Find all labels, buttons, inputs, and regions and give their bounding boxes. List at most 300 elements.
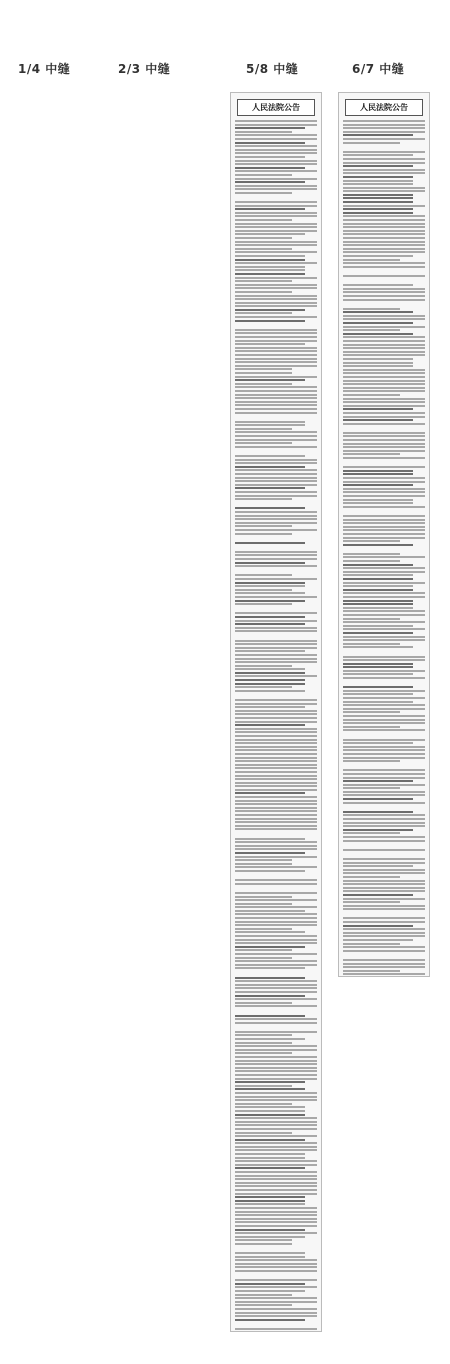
text-line: [235, 939, 317, 941]
text-line: [235, 1214, 317, 1216]
text-line: [235, 415, 317, 419]
text-line: [235, 1294, 292, 1296]
text-line: [343, 677, 425, 679]
text-line: [235, 654, 317, 656]
text-line: [235, 1171, 317, 1173]
text-line: [343, 372, 425, 374]
text-line: [235, 1319, 305, 1321]
text-line: [343, 219, 425, 221]
text-line: [235, 469, 317, 471]
text-line: [343, 805, 425, 809]
text-line: [235, 1193, 317, 1195]
text-line: [235, 269, 305, 271]
text-line: [235, 1018, 317, 1020]
text-line: [343, 722, 425, 724]
text-line: [343, 466, 425, 468]
text-line: [235, 764, 317, 766]
text-line: [235, 899, 317, 901]
text-line: [235, 859, 292, 861]
text-line: [235, 825, 317, 827]
text-line: [235, 195, 317, 199]
text-line: [235, 1232, 317, 1234]
text-line: [235, 913, 317, 915]
text-line: [343, 419, 413, 421]
text-line: [235, 1142, 317, 1144]
text-line: [343, 832, 400, 834]
text-line: [235, 1114, 305, 1116]
text-line: [235, 630, 317, 632]
text-line: [343, 932, 425, 934]
text-line: [235, 1252, 305, 1254]
text-line: [235, 607, 317, 611]
text-line: [343, 571, 425, 573]
label-quarter: 1/4 中缝: [18, 62, 71, 76]
text-line: [343, 190, 425, 192]
text-line: [235, 1185, 317, 1187]
text-line: [343, 656, 425, 658]
text-line: [235, 856, 317, 858]
text-line: [235, 208, 305, 210]
text-line: [235, 612, 317, 614]
text-line: [235, 742, 317, 744]
text-line: [343, 251, 425, 253]
text-line: [235, 1247, 317, 1251]
text-line: [235, 1308, 317, 1310]
text-line: [343, 311, 413, 313]
text-line: [235, 596, 317, 598]
text-line: [235, 1099, 317, 1101]
text-line: [235, 1132, 292, 1134]
text-line: [235, 412, 317, 414]
text-line: [235, 244, 317, 246]
text-line: [235, 215, 317, 217]
text-line: [343, 279, 425, 283]
text-line: [343, 880, 425, 882]
text-line: [235, 163, 317, 165]
text-line: [343, 275, 425, 277]
text-line: [343, 288, 425, 290]
text-line: [343, 461, 425, 465]
text-line: [343, 165, 413, 167]
text-line: [235, 1121, 317, 1123]
text-line: [235, 525, 292, 527]
text-line: [343, 701, 413, 703]
text-line: [343, 946, 425, 948]
text-line: [235, 1042, 292, 1044]
text-line: [235, 1078, 317, 1080]
text-line: [235, 1304, 292, 1306]
text-line: [235, 870, 305, 872]
text-line: [235, 917, 317, 919]
text-line: [343, 506, 425, 508]
text-line: [235, 435, 317, 437]
text-line: [235, 1203, 305, 1205]
text-line: [235, 298, 317, 300]
label-five-eighths: 5/8 中缝: [246, 62, 299, 76]
text-line: [235, 170, 317, 172]
text-line: [343, 928, 425, 930]
court-notice-body-left: [235, 120, 317, 1332]
text-line: [343, 124, 425, 126]
text-line: [235, 706, 305, 708]
text-line: [235, 201, 317, 203]
text-line: [235, 1283, 305, 1285]
text-line: [235, 174, 292, 176]
text-line: [343, 876, 400, 878]
text-line: [343, 901, 400, 903]
text-line: [343, 925, 413, 927]
text-line: [235, 1153, 305, 1155]
text-line: [235, 1178, 317, 1180]
text-line: [343, 439, 425, 441]
text-line: [235, 262, 317, 264]
text-line: [343, 963, 425, 965]
text-line: [343, 162, 425, 164]
text-line: [343, 970, 400, 972]
text-line: [235, 1236, 305, 1238]
text-line: [235, 935, 317, 937]
text-line: [235, 739, 317, 741]
text-line: [235, 984, 317, 986]
text-line: [235, 957, 292, 959]
text-line: [343, 814, 425, 816]
text-line: [235, 1225, 317, 1227]
text-line: [343, 636, 425, 638]
text-line: [235, 627, 317, 629]
text-line: [343, 394, 400, 396]
text-line: [343, 340, 425, 342]
text-line: [343, 890, 425, 892]
text-line: [235, 953, 317, 955]
text-line: [235, 693, 317, 697]
text-line: [235, 679, 305, 681]
text-line: [235, 1259, 317, 1261]
text-line: [235, 713, 317, 715]
text-line: [235, 717, 317, 719]
text-line: [235, 1286, 317, 1288]
text-line: [343, 822, 425, 824]
text-line: [235, 312, 292, 314]
text-line: [235, 592, 305, 594]
text-line: [343, 898, 425, 900]
text-line: [343, 446, 425, 448]
text-line: [235, 1312, 317, 1314]
text-line: [343, 663, 413, 665]
text-line: [235, 386, 317, 388]
text-line: [343, 127, 425, 129]
text-line: [235, 757, 317, 759]
text-line: [343, 544, 413, 546]
text-line: [343, 390, 425, 392]
text-line: [343, 248, 425, 250]
text-line: [343, 715, 425, 717]
text-line: [235, 149, 317, 151]
text-line: [343, 244, 425, 246]
text-line: [235, 1002, 292, 1004]
text-line: [235, 582, 305, 584]
text-line: [343, 564, 413, 566]
text-line: [235, 977, 305, 979]
text-line: [235, 529, 317, 531]
text-line: [235, 942, 317, 944]
text-line: [235, 928, 292, 930]
text-line: [235, 650, 305, 652]
text-line: [235, 365, 317, 367]
text-line: [235, 749, 317, 751]
text-line: [235, 796, 317, 798]
text-line: [343, 681, 425, 685]
court-notice-body-right: [343, 120, 425, 977]
text-line: [343, 883, 425, 885]
text-line: [343, 295, 425, 297]
text-line: [343, 746, 425, 748]
text-line: [343, 912, 425, 916]
text-line: [235, 554, 317, 556]
text-line: [343, 540, 400, 542]
text-line: [343, 215, 425, 217]
text-line: [235, 964, 317, 966]
text-line: [235, 295, 317, 297]
text-line: [235, 376, 317, 378]
text-line: [343, 950, 425, 952]
text-line: [235, 1056, 317, 1058]
text-line: [235, 1243, 292, 1245]
text-line: [235, 219, 292, 221]
court-notice-title-left: 人民法院公告: [237, 99, 315, 116]
text-line: [235, 1315, 317, 1317]
text-line: [235, 127, 305, 129]
text-line: [343, 322, 413, 324]
text-line: [235, 589, 292, 591]
text-line: [235, 536, 317, 540]
text-line: [235, 803, 317, 805]
text-line: [235, 562, 305, 564]
text-line: [343, 639, 425, 641]
text-line: [235, 800, 317, 802]
text-line: [235, 1270, 317, 1272]
text-line: [343, 376, 425, 378]
text-line: [235, 284, 317, 286]
text-line: [235, 686, 292, 688]
text-line: [343, 502, 413, 504]
text-line: [343, 650, 425, 654]
text-line: [235, 1229, 305, 1231]
text-line: [235, 1074, 317, 1076]
text-line: [343, 233, 425, 235]
text-line: [343, 405, 425, 407]
text-line: [343, 553, 400, 555]
text-line: [343, 908, 425, 910]
text-line: [343, 578, 413, 580]
text-line: [235, 883, 317, 885]
text-line: [235, 251, 317, 253]
text-line: [343, 836, 425, 838]
text-line: [235, 1256, 305, 1258]
text-line: [235, 848, 317, 850]
text-line: [235, 178, 317, 180]
text-line: [235, 906, 317, 908]
text-line: [235, 466, 305, 468]
text-line: [343, 443, 425, 445]
text-line: [235, 185, 317, 187]
text-line: [343, 369, 425, 371]
text-line: [343, 131, 425, 133]
label-six-sevenths: 6/7 中缝: [352, 62, 405, 76]
text-line: [235, 585, 305, 587]
text-line: [235, 578, 317, 580]
text-line: [235, 987, 317, 989]
text-line: [343, 849, 425, 851]
text-line: [235, 192, 292, 194]
text-line: [343, 354, 425, 356]
text-line: [235, 255, 305, 257]
text-line: [235, 350, 317, 352]
text-line: [235, 1025, 317, 1029]
text-line: [343, 223, 425, 225]
text-line: [343, 522, 425, 524]
text-line: [343, 917, 425, 919]
text-line: [235, 931, 305, 933]
text-line: [235, 442, 292, 444]
text-line: [343, 194, 413, 196]
text-line: [235, 1049, 317, 1051]
text-line: [343, 183, 413, 185]
text-line: [235, 980, 317, 982]
text-line: [235, 459, 317, 461]
text-line: [235, 735, 317, 737]
text-line: [235, 343, 305, 345]
text-line: [235, 368, 292, 370]
text-line: [235, 845, 317, 847]
text-line: [343, 499, 413, 501]
text-line: [235, 1063, 317, 1065]
text-line: [343, 365, 413, 367]
text-line: [343, 894, 413, 896]
text-line: [235, 511, 317, 513]
text-line: [235, 886, 317, 890]
text-line: [235, 971, 317, 975]
text-line: [235, 1200, 305, 1202]
text-line: [235, 778, 317, 780]
text-line: [235, 1088, 305, 1090]
text-line: [235, 320, 305, 322]
text-line: [235, 277, 317, 279]
text-line: [235, 1139, 305, 1141]
text-line: [235, 1167, 305, 1169]
text-line: [235, 383, 292, 385]
text-line: [343, 719, 425, 721]
text-line: [343, 646, 413, 648]
text-line: [235, 518, 317, 520]
text-line: [235, 124, 317, 126]
text-line: [343, 526, 425, 528]
text-line: [235, 477, 317, 479]
text-line: [235, 767, 317, 769]
text-line: [235, 1022, 317, 1024]
text-line: [235, 658, 317, 660]
text-line: [235, 683, 305, 685]
text-line: [343, 670, 425, 672]
text-line: [343, 666, 413, 668]
text-line: [343, 318, 425, 320]
text-line: [235, 946, 305, 948]
text-line: [235, 358, 317, 360]
text-line: [343, 798, 413, 800]
text-line: [235, 724, 305, 726]
text-line: [343, 134, 413, 136]
text-line: [235, 1149, 317, 1151]
text-line: [235, 397, 317, 399]
text-line: [343, 336, 425, 338]
text-line: [235, 771, 317, 773]
text-line: [235, 491, 317, 493]
text-line: [235, 421, 305, 423]
text-line: [343, 905, 425, 907]
text-line: [235, 120, 317, 122]
text-line: [343, 818, 425, 820]
text-line: [235, 156, 305, 158]
text-line: [235, 1092, 317, 1094]
text-line: [235, 248, 292, 250]
text-line: [235, 690, 305, 692]
text-line: [235, 565, 317, 567]
text-line: [235, 620, 317, 622]
text-line: [343, 625, 413, 627]
text-line: [235, 181, 305, 183]
text-line: [343, 484, 413, 486]
text-line: [235, 634, 317, 638]
label-two-thirds: 2/3 中缝: [118, 62, 171, 76]
text-line: [235, 1067, 317, 1069]
text-line: [235, 792, 305, 794]
text-line: [343, 753, 425, 755]
text-line: [343, 582, 425, 584]
text-line: [343, 628, 425, 630]
text-line: [235, 226, 317, 228]
text-line: [235, 616, 305, 618]
text-line: [343, 473, 413, 475]
text-line: [235, 810, 317, 812]
text-line: [343, 269, 425, 273]
text-line: [343, 488, 425, 490]
text-line: [235, 1031, 317, 1033]
text-line: [343, 840, 425, 842]
text-line: [235, 1266, 317, 1268]
text-line: [235, 841, 317, 843]
text-line: [343, 457, 425, 459]
text-line: [343, 869, 425, 871]
text-line: [343, 347, 425, 349]
text-line: [343, 780, 413, 782]
text-line: [343, 151, 425, 153]
text-line: [235, 237, 292, 239]
text-line: [235, 455, 305, 457]
text-line: [235, 1009, 317, 1013]
text-line: [343, 733, 425, 737]
text-line: [235, 1045, 317, 1047]
text-line: [235, 408, 317, 410]
text-line: [343, 145, 425, 149]
text-line: [235, 874, 317, 878]
text-line: [235, 661, 317, 663]
text-line: [235, 280, 292, 282]
text-line: [235, 558, 317, 560]
text-line: [343, 673, 413, 675]
text-line: [235, 623, 305, 625]
text-line: [343, 618, 400, 620]
text-line: [235, 731, 317, 733]
text-line: [343, 453, 400, 455]
